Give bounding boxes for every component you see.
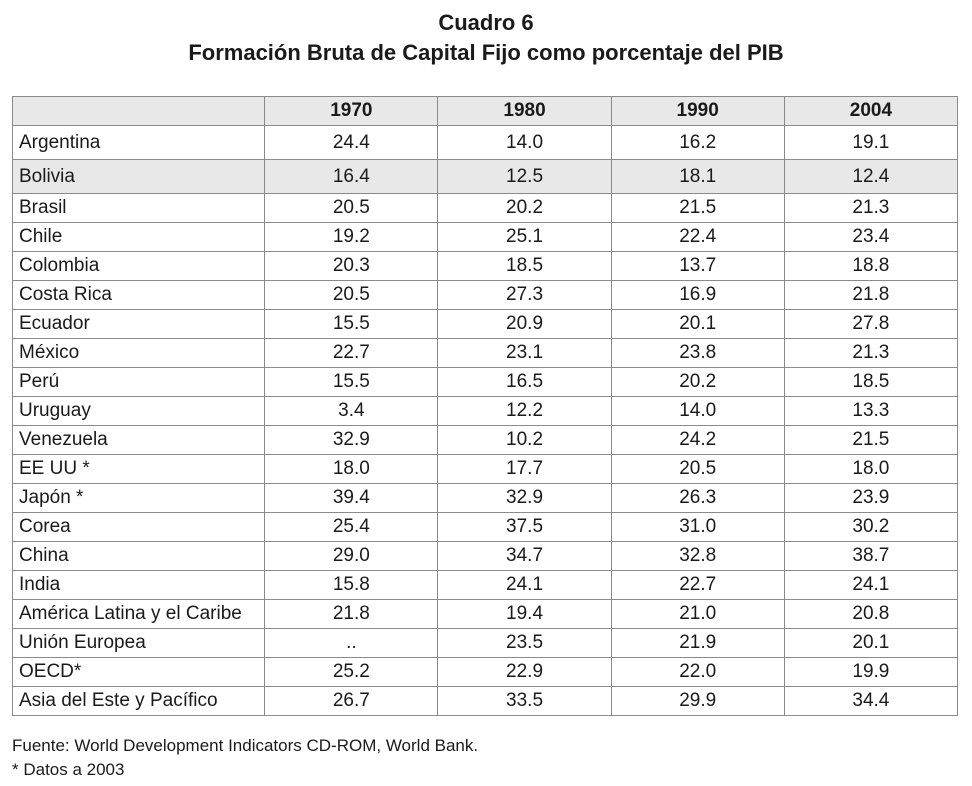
value-cell: 24.4 (265, 126, 438, 160)
data-year-note: * Datos a 2003 (12, 760, 125, 779)
table-row (13, 160, 958, 194)
row-label: Asia del Este y Pacífico (13, 687, 265, 716)
row-label: Perú (13, 368, 265, 397)
value-cell: 15.5 (265, 368, 438, 397)
value-cell: 18.0 (784, 455, 957, 484)
value-cell: 16.9 (611, 281, 784, 310)
value-cell: 12.5 (438, 160, 611, 194)
value-cell: 25.1 (438, 223, 611, 252)
table-row (13, 542, 958, 571)
value-cell: 21.5 (611, 194, 784, 223)
value-cell: 20.2 (438, 194, 611, 223)
row-label: Japón * (13, 484, 265, 513)
row-label: Unión Europea (13, 629, 265, 658)
value-cell: 34.4 (784, 687, 957, 716)
value-cell: 15.5 (265, 310, 438, 339)
row-label: Uruguay (13, 397, 265, 426)
source-note: Fuente: World Development Indicators CD-ROM, World Bank. (12, 736, 479, 755)
value-cell: 31.0 (611, 513, 784, 542)
value-cell: 14.0 (438, 126, 611, 160)
value-cell: 13.3 (784, 397, 957, 426)
value-cell: 18.0 (265, 455, 438, 484)
table-row (13, 194, 958, 223)
value-cell: 32.9 (438, 484, 611, 513)
value-cell: 20.9 (438, 310, 611, 339)
value-cell: 22.7 (265, 339, 438, 368)
header-corner (13, 97, 265, 126)
value-cell: 30.2 (784, 513, 957, 542)
value-cell: 23.5 (438, 629, 611, 658)
value-cell: 22.7 (611, 571, 784, 600)
value-cell: 34.7 (438, 542, 611, 571)
value-cell: .. (265, 629, 438, 658)
value-cell: 15.8 (265, 571, 438, 600)
row-label: Colombia (13, 252, 265, 281)
value-cell: 18.1 (611, 160, 784, 194)
value-cell: 23.9 (784, 484, 957, 513)
table-row (13, 600, 958, 629)
value-cell: 22.9 (438, 658, 611, 687)
value-cell: 16.5 (438, 368, 611, 397)
value-cell: 14.0 (611, 397, 784, 426)
value-cell: 20.5 (265, 194, 438, 223)
table-row (13, 484, 958, 513)
value-cell: 26.7 (265, 687, 438, 716)
value-cell: 20.1 (784, 629, 957, 658)
table-row (13, 368, 958, 397)
row-label: América Latina y el Caribe (13, 600, 265, 629)
table-row (13, 629, 958, 658)
value-cell: 21.8 (265, 600, 438, 629)
table-row (13, 397, 958, 426)
value-cell: 21.3 (784, 339, 957, 368)
value-cell: 18.8 (784, 252, 957, 281)
footnotes (12, 734, 478, 782)
table-row (13, 658, 958, 687)
value-cell: 22.0 (611, 658, 784, 687)
value-cell: 39.4 (265, 484, 438, 513)
value-cell: 29.0 (265, 542, 438, 571)
value-cell: 32.9 (265, 426, 438, 455)
table-row (13, 571, 958, 600)
value-cell: 16.4 (265, 160, 438, 194)
value-cell: 19.1 (784, 126, 957, 160)
value-cell: 24.1 (784, 571, 957, 600)
value-cell: 37.5 (438, 513, 611, 542)
table-row (13, 310, 958, 339)
value-cell: 25.4 (265, 513, 438, 542)
value-cell: 19.2 (265, 223, 438, 252)
row-label: Chile (13, 223, 265, 252)
row-label: OECD* (13, 658, 265, 687)
table-row (13, 126, 958, 160)
value-cell: 32.8 (611, 542, 784, 571)
value-cell: 22.4 (611, 223, 784, 252)
header-year: 1990 (611, 97, 784, 126)
value-cell: 12.2 (438, 397, 611, 426)
value-cell: 17.7 (438, 455, 611, 484)
value-cell: 38.7 (784, 542, 957, 571)
value-cell: 21.9 (611, 629, 784, 658)
row-label: Brasil (13, 194, 265, 223)
value-cell: 3.4 (265, 397, 438, 426)
value-cell: 29.9 (611, 687, 784, 716)
header-row (13, 97, 958, 126)
value-cell: 21.5 (784, 426, 957, 455)
value-cell: 26.3 (611, 484, 784, 513)
row-label: México (13, 339, 265, 368)
row-label: Costa Rica (13, 281, 265, 310)
table-title: Formación Bruta de Capital Fijo como porcentaje del PIB (188, 40, 784, 65)
value-cell: 33.5 (438, 687, 611, 716)
value-cell: 21.8 (784, 281, 957, 310)
value-cell: 13.7 (611, 252, 784, 281)
table-row (13, 223, 958, 252)
value-cell: 23.8 (611, 339, 784, 368)
table-row (13, 513, 958, 542)
value-cell: 23.1 (438, 339, 611, 368)
row-label: Bolivia (13, 160, 265, 194)
value-cell: 18.5 (438, 252, 611, 281)
value-cell: 21.3 (784, 194, 957, 223)
value-cell: 20.8 (784, 600, 957, 629)
value-cell: 10.2 (438, 426, 611, 455)
data-table (12, 96, 958, 716)
value-cell: 27.8 (784, 310, 957, 339)
value-cell: 12.4 (784, 160, 957, 194)
row-label: Ecuador (13, 310, 265, 339)
value-cell: 20.3 (265, 252, 438, 281)
row-label: EE UU * (13, 455, 265, 484)
table-body (13, 126, 958, 716)
value-cell: 21.0 (611, 600, 784, 629)
row-label: Corea (13, 513, 265, 542)
table-row (13, 281, 958, 310)
value-cell: 19.9 (784, 658, 957, 687)
value-cell: 24.1 (438, 571, 611, 600)
value-cell: 20.1 (611, 310, 784, 339)
header-year: 1970 (265, 97, 438, 126)
row-label: Argentina (13, 126, 265, 160)
value-cell: 16.2 (611, 126, 784, 160)
row-label: India (13, 571, 265, 600)
title-block (0, 8, 972, 68)
value-cell: 24.2 (611, 426, 784, 455)
value-cell: 18.5 (784, 368, 957, 397)
value-cell: 25.2 (265, 658, 438, 687)
table-row (13, 426, 958, 455)
table-row (13, 252, 958, 281)
table-row (13, 339, 958, 368)
header-year: 1980 (438, 97, 611, 126)
row-label: Venezuela (13, 426, 265, 455)
value-cell: 20.2 (611, 368, 784, 397)
table-row (13, 687, 958, 716)
table-row (13, 455, 958, 484)
value-cell: 20.5 (611, 455, 784, 484)
value-cell: 27.3 (438, 281, 611, 310)
value-cell: 20.5 (265, 281, 438, 310)
value-cell: 19.4 (438, 600, 611, 629)
value-cell: 23.4 (784, 223, 957, 252)
row-label: China (13, 542, 265, 571)
header-year: 2004 (784, 97, 957, 126)
table-number: Cuadro 6 (438, 10, 534, 35)
